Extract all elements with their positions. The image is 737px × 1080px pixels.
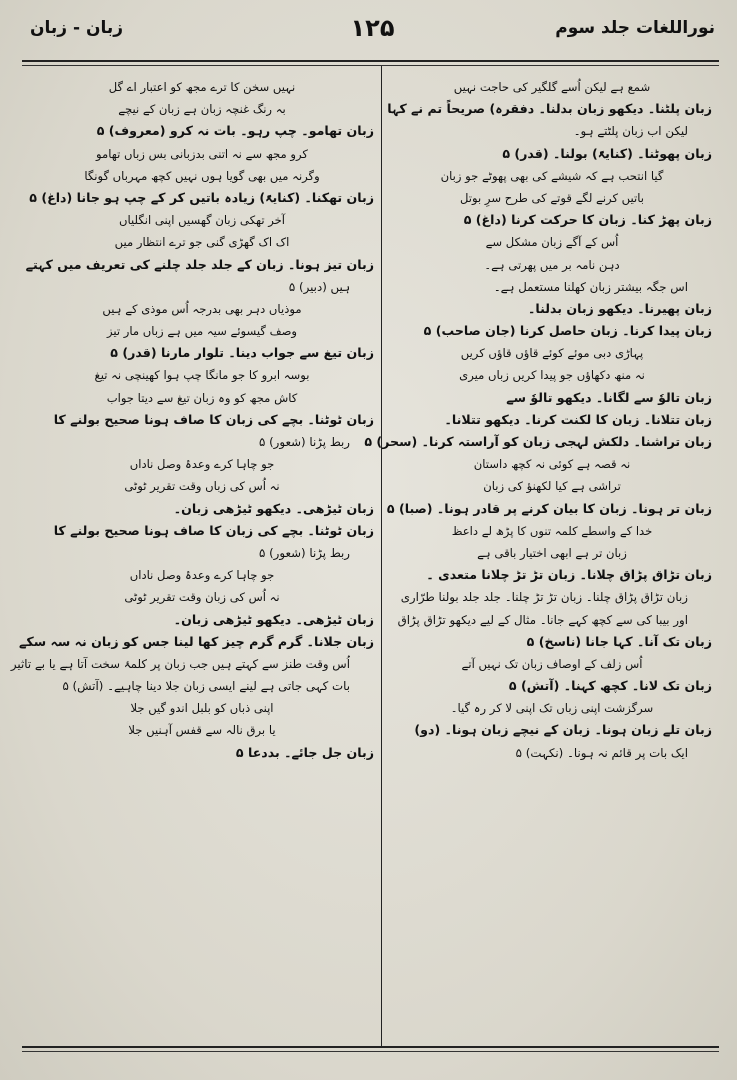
entry-line: زبان تلے زبان ہونا۔ زبان کے نیچے زبان ہونا۔ (دو) xyxy=(414,722,712,738)
text-line: زبان تڑاق پڑاق چلنا۔ زبان تڑ تڑ چلنا۔ جلد جلد بولنا طرّاری xyxy=(400,590,688,605)
text-line: اور بیبا کی سے کچھ کہے جانا۔ مثال کے لیے دیکھو تڑاق پڑاق xyxy=(397,612,688,627)
verse-line: آخر تھکی زبان گھسیں اپنی انگلیاں xyxy=(118,213,286,228)
entry-line: زبان پھڑ کنا۔ زبان کا حرکت کرنا (داغ) ۵ xyxy=(463,212,712,228)
text-line: ہیں (دبیر) ۵ xyxy=(288,279,350,294)
book-title: نوراللغات جلد سوم xyxy=(555,18,715,38)
verse-line: تراشی ہے کیا لکھنؤ کی زبان xyxy=(483,479,621,494)
page-header xyxy=(30,14,715,54)
right-column xyxy=(364,76,712,1038)
verse-line: کرو مجھ سے نہ اتنی بدزبانی بس زباں تھامو xyxy=(96,146,308,161)
column-divider xyxy=(381,66,382,1046)
verse-line: جو چاہا کرے وعدۂ وصل ناداں xyxy=(129,457,275,472)
verse-line: بوسہ ابرو کا جو مانگا چپ ہوا کھینچی نہ تیغ xyxy=(94,368,310,383)
verse-line: موذیاں دہر بھی بدرجہ اُس موذی کے ہیں xyxy=(102,301,302,316)
verse-line: اُس زلف کے اوصاف زبان تک نہیں آتے xyxy=(461,656,643,671)
entry-line: زبان تراشنا۔ دلکش لہجی زبان کو آراستہ کرنا۔ (سحر) ۵ xyxy=(364,434,712,449)
verse-line: شمع ہے لیکن اُسے گلگیر کی حاجت نہیں xyxy=(453,80,651,94)
text-line: اس جگہ بیشتر زبان کھلنا مستعمل ہے۔ xyxy=(493,279,688,294)
entry-line: زبان پھوٹنا۔ (کنایۃً) بولنا۔ (قدر) ۵ xyxy=(502,145,712,161)
entry-line: زبان جلانا۔ گرم گرم چیز کھا لینا جس کو زبان نہ سہ سکے xyxy=(19,633,374,649)
entry-line: زبان جل جائے۔ بددعا ۵ xyxy=(235,744,374,760)
left-column xyxy=(10,76,374,1038)
verse-line: اُس کے آگے زبان مشکل سے xyxy=(485,235,619,250)
verse-line: بہ رنگ غنچہ زبان ہے زبان کے نیچے xyxy=(118,102,286,117)
entry-line: زبان تالوٗ سے لگانا۔ دیکھو تالوٗ سے xyxy=(506,389,712,405)
verse-line: سرگزشت اپنی زباں تک اپنی لا کر رہ گیا۔ xyxy=(450,701,654,716)
entry-line: زبان پیدا کرنا۔ زبان حاصل کرنا (جان صاحب) ۵ xyxy=(423,323,712,339)
verse-line: زبان تر ہے ابھی اختیار باقی ہے xyxy=(477,545,627,560)
bottom-rule xyxy=(22,1046,719,1048)
entry-line: زبان ٹیڑھی۔ دیکھو ٹیڑھی زبان۔ xyxy=(173,500,374,516)
verse-line: اک اک گھڑی گنی جو ترے انتظار میں xyxy=(114,235,290,250)
entry-line: زبان ٹیڑھی۔ دیکھو ٹیڑھی زبان۔ xyxy=(173,611,374,627)
verse-line: نہ اُس کی زباں وقت تقریر ٹوٹی xyxy=(124,479,280,494)
verse-line: یا برق نالہ سے قفس آہنیں جلا xyxy=(128,723,276,738)
verse-line: اپنی ذباں کو بلبل اندو گیں جلا xyxy=(130,701,274,716)
entry-line: زبان پھیرنا۔ دیکھو زبان بدلنا۔ xyxy=(527,300,712,316)
verse-line: نہیں سخن کا ترے مجھ کو اعتبار اے گل xyxy=(108,80,296,94)
verse-line: نہ اُس کی زبان وقت تقریر ٹوٹی xyxy=(124,590,280,605)
text-line: ربط پڑنا (شعور) ۵ xyxy=(258,435,350,449)
entry-line: زبان تھامو۔ چپ رہو۔ بات نہ کرو (معروف) ۵ xyxy=(96,123,374,139)
entry-line: زبان ٹوٹنا۔ بچے کی زبان کا صاف ہونا صحیح بولنے کا xyxy=(53,411,374,427)
entry-line: زبان تھکنا۔ (کنایۃً) زیادہ باتیں کر کے چپ ہو جانا (داغ) ۵ xyxy=(29,189,374,205)
verse-line: کاش مجھ کو وہ زبان تیغ سے دیتا جواب xyxy=(106,390,298,405)
entry-line: زبان تیز ہونا۔ زبان کے جلد جلد چلنے کی تعریف میں کہتے xyxy=(25,256,374,272)
top-rule xyxy=(22,60,719,62)
verse-line: دہن نامہ بر میں پھرتی ہے۔ xyxy=(484,257,620,272)
top-rule-thin xyxy=(22,65,719,66)
bottom-rule-thin xyxy=(22,1051,719,1052)
verse-line: باتیں کرنے لگے قوتے کی طرح سرِ بوتل xyxy=(460,190,644,205)
entry-line: زبان تیغ سے جواب دینا۔ تلوار مارنا (قدر) ۵ xyxy=(110,345,374,361)
verse-line: نہ منھ دکھاؤں جو پیدا کریں زباں میری xyxy=(459,368,645,383)
text-line: اُس وقت طنز سے کہتے ہیں جب زبان پر کلمۂ سخت آتا ہے یا بے تاثیر xyxy=(10,656,350,671)
entry-line: زبان تک آنا۔ کہا جانا (ناسخ) ۵ xyxy=(526,633,712,649)
entry-line: زبان تک لانا۔ کچھ کہنا۔ (آتش) ۵ xyxy=(508,678,712,694)
text-line: ربط پڑنا (شعور) ۵ xyxy=(258,545,350,560)
text-line: ایک بات پر قائم نہ ہونا۔ (نکہت) ۵ xyxy=(515,745,688,760)
verse-line: جو چاہا کرے وعدۂ وصل ناداں xyxy=(129,568,275,583)
entry-line: زبان تتلانا۔ زبان کا لکنت کرنا۔ دیکھو تتلانا۔ xyxy=(444,411,712,427)
verse-line: وگرنہ میں بھی گویا ہوں نہیں کچھ مہرباں گونگا xyxy=(84,168,320,183)
entry-line: زبان تڑاق پڑاق چلانا۔ زبان تڑ تڑ چلانا متعدی ۔ xyxy=(426,567,712,583)
verse-line: پہاڑی دبی موئے کوئے قاؤں قاؤں کریں xyxy=(460,346,644,361)
verse-line: وصف گیسوئے سیہ میں ہے زباں مار تیز xyxy=(106,324,298,339)
verse-line: نہ قصہ ہے کوئی نہ کچھ داستان xyxy=(473,457,631,472)
entry-line: زبان ٹوٹنا۔ بچے کی زبان کا صاف ہونا صحیح بولنے کا xyxy=(53,522,374,538)
entry-line: زبان تر ہونا۔ زبان کا بیان کرنے پر قادر ہونا۔ (صبا) ۵ xyxy=(386,500,712,516)
entry-line: زبان پلٹنا۔ دیکھو زبان بدلنا۔ دفقرہ) صریحاً تم نے کہا xyxy=(387,101,712,117)
text-line: بات کہی جاتی ہے لینے ایسی زبان جلا دینا چاہیے۔ (آتش) ۵ xyxy=(62,679,350,694)
running-head: زبان - زبان xyxy=(30,18,124,38)
verse-line: خدا کے واسطے کلمہ تنوں کا پڑھ لے داعظ xyxy=(451,523,653,538)
page-number: ۱۲۵ xyxy=(350,14,395,42)
verse-line: گیا انتحب ہے کہ شیشے کی بھی پھوٹے جو زبان xyxy=(440,168,664,183)
text-line: لیکن اب زبان پلٹتے ہو۔ xyxy=(573,124,688,139)
